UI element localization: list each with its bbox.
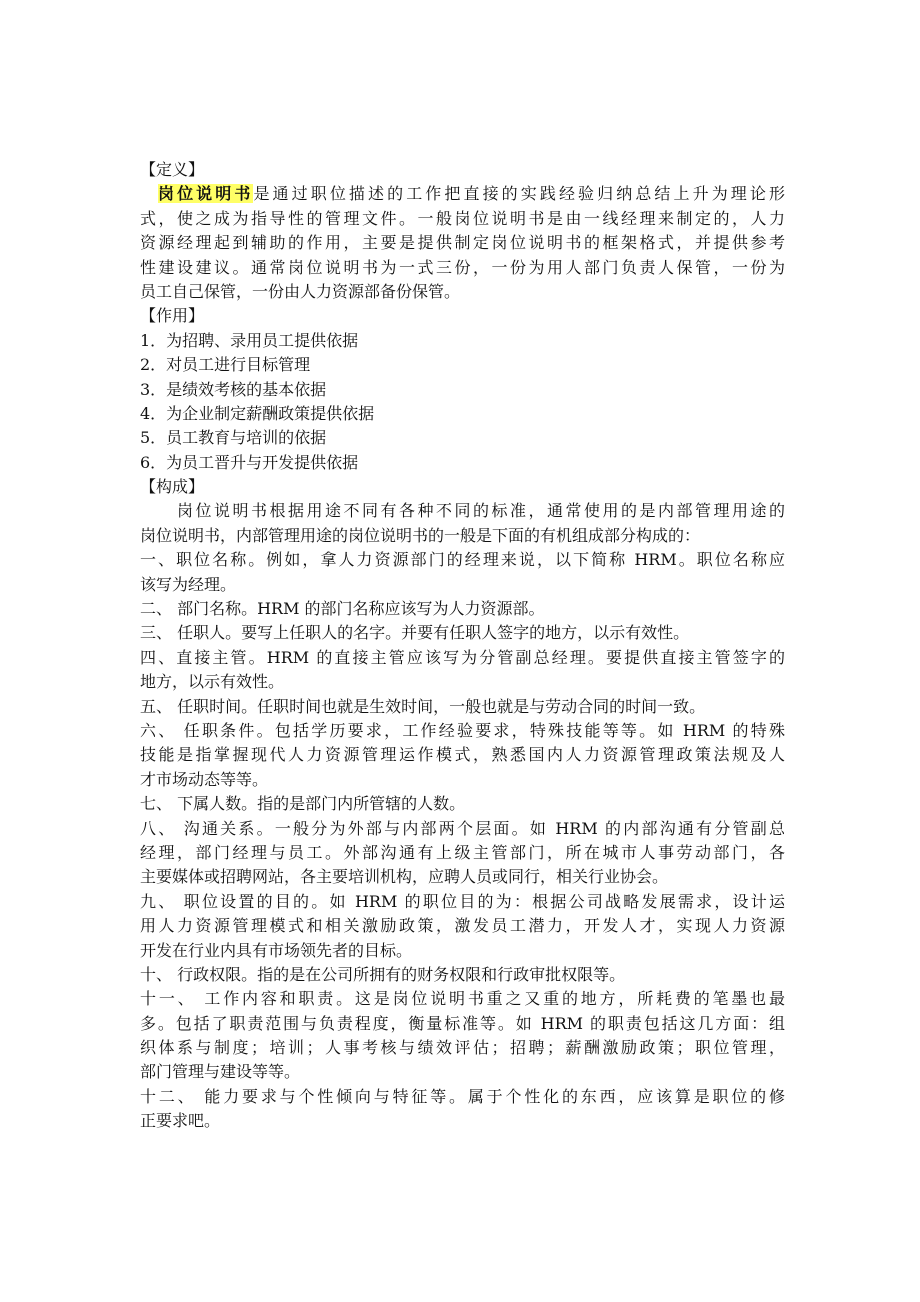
composition-line: 开发在行业内具有市场领先者的目标。 [140,940,413,960]
definition-line: 资源经理起到辅助的作用，主要是提供制定岗位说明书的框架格式，并提供参考 [140,233,785,253]
definition-line: 员工自己保管，一份由人力资源部备份保管。 [140,281,461,301]
highlighted-term: 岗位说明书 [158,184,254,204]
document-body [140,158,785,1134]
composition-line: 十、 行政权限。指的是在公司所拥有的财务权限和行政审批权限等。 [140,964,626,984]
composition-line: 才市场动态等等。 [140,769,269,789]
definition-line: 式，使之成为指导性的管理文件。一般岗位说明书是由一线经理来制定的，人力 [140,208,785,228]
composition-line: 三、 任职人。要写上任职人的名字。并要有任职人签字的地方，以示有效性。 [140,623,690,643]
function-item: 2．对员工进行目标管理 [140,355,311,375]
composition-line: 用人力资源管理模式和相关激励政策，激发员工潜力，开发人才，实现人力资源 [140,916,785,936]
composition-line: 经理，部门经理与员工。外部沟通有上级主管部门，所在城市人事劳动部门，各 [140,842,785,862]
composition-intro-line: 岗位说明书根据用途不同有各种不同的标准，通常使用的是内部管理用途的 [177,501,785,521]
composition-line: 主要媒体或招聘网站，各主要培训机构，应聘人员或同行，相关行业协会。 [140,867,669,887]
function-item: 5．员工教育与培训的依据 [140,428,327,448]
composition-line: 多。包括了职责范围与负责程度，衡量标准等。如 HRM 的职责包括这几方面：组 [140,1013,785,1033]
function-item: 3．是绩效考核的基本依据 [140,379,327,399]
definition-text: 是通过职位描述的工作把直接的实践经验归纳总结上升为理论形 [253,184,785,204]
definition-line: 性建设建议。通常岗位说明书为一式三份，一份为用人部门负责人保管，一份为 [140,257,785,277]
composition-line: 地方，以示有效性。 [140,672,285,692]
composition-line: 一、职位名称。例如，拿人力资源部门的经理来说，以下简称 HRM。职位名称应 [140,550,785,570]
composition-line: 六、 任职条件。包括学历要求，工作经验要求，特殊技能等等。如 HRM 的特殊 [140,720,785,740]
function-item: 6．为员工晋升与开发提供依据 [140,452,359,472]
function-item: 4．为企业制定薪酬政策提供依据 [140,403,375,423]
composition-line: 织体系与制度；培训；人事考核与绩效评估；招聘；薪酬激励政策；职位管理， [140,1038,785,1058]
composition-line: 四、直接主管。HRM 的直接主管应该写为分管副总经理。要提供直接主管签字的 [140,647,785,667]
definition-heading: 【定义】 [140,160,205,179]
function-heading: 【作用】 [140,306,205,326]
composition-line: 技能是指掌握现代人力资源管理运作模式，熟悉国内人力资源管理政策法规及人 [140,745,785,765]
composition-line: 七、 下属人数。指的是部门内所管辖的人数。 [140,794,466,814]
composition-heading: 【构成】 [140,477,205,497]
composition-line: 五、 任职时间。任职时间也就是生效时间，一般也就是与劳动合同的时间一致。 [140,696,706,716]
composition-line: 部门管理与建设等等。 [140,1062,301,1082]
composition-line: 十二、 能力要求与个性倾向与特征等。属于个性化的东西，应该算是职位的修 [140,1086,785,1106]
function-item: 1．为招聘、录用员工提供依据 [140,330,359,350]
composition-intro-line: 岗位说明书，内部管理用途的岗位说明书的一般是下面的有机组成部分构成的： [140,525,701,545]
composition-line: 八、 沟通关系。一般分为外部与内部两个层面。如 HRM 的内部沟通有分管副总 [140,818,785,838]
composition-line: 该写为经理。 [140,574,237,594]
composition-line: 二、 部门名称。HRM 的部门名称应该写为人力资源部。 [140,599,545,619]
composition-line: 九、 职位设置的目的。如 HRM 的职位目的为：根据公司战略发展需求，设计运 [140,891,785,911]
composition-line: 十一、 工作内容和职责。这是岗位说明书重之又重的地方，所耗费的笔墨也最 [140,989,785,1009]
composition-line: 正要求吧。 [140,1111,221,1131]
definition-line [140,182,785,206]
